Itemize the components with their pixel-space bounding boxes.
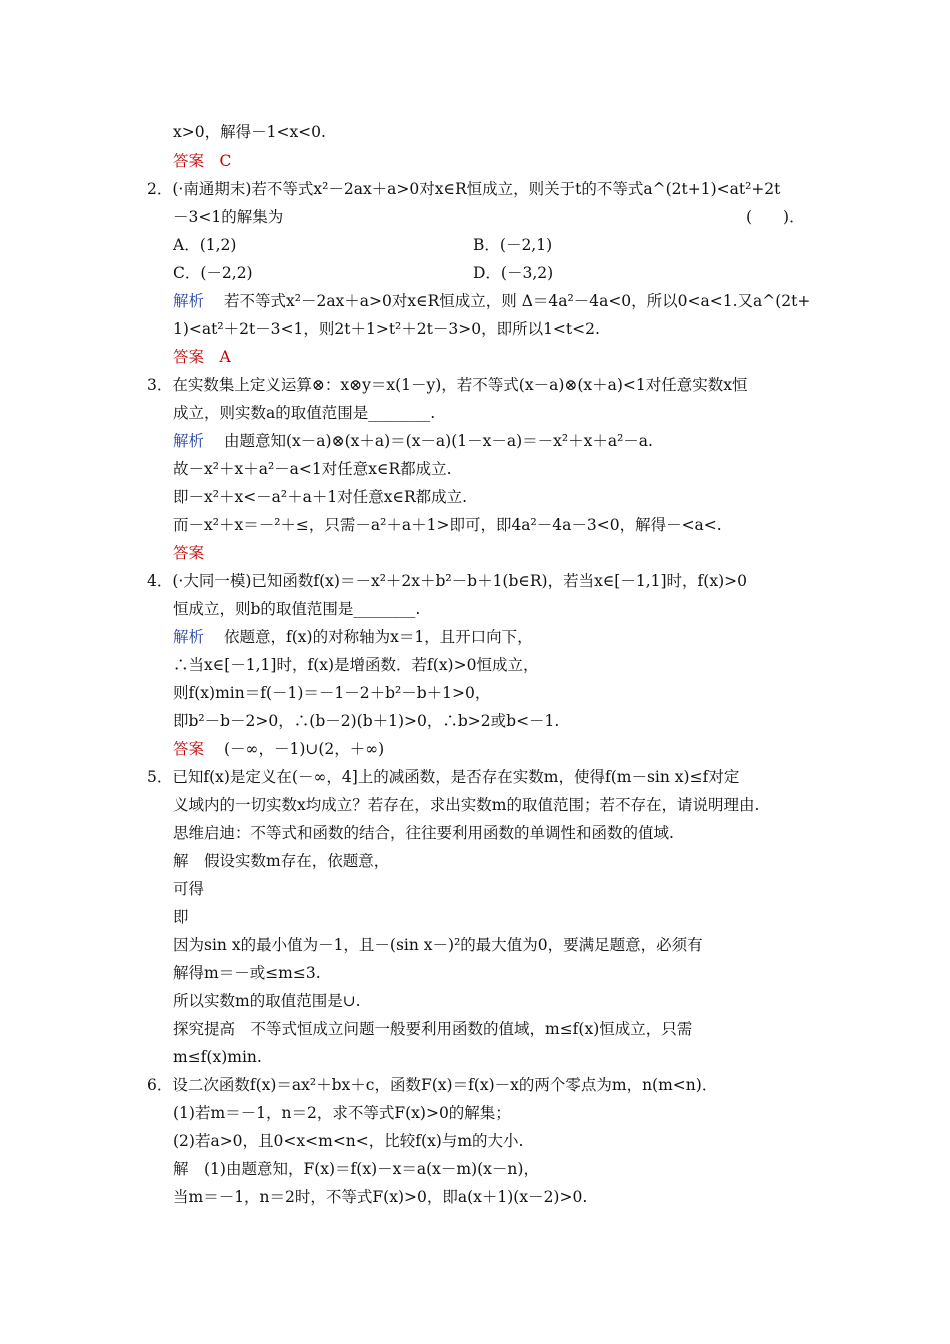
- text-line: 思维启迪：不等式和函数的结合，往往要利用函数的单调性和函数的值域.: [173, 824, 674, 842]
- option-b: B．(－2,1): [473, 236, 553, 254]
- text-line: 依题意，f(x)的对称轴为x＝1，且开口向下，: [224, 628, 533, 646]
- text-line: 解 假设实数m存在，依题意，: [173, 852, 390, 870]
- text-line: 当m＝－1，n＝2时，不等式F(x)>0，即a(x＋1)(x－2)>0.: [173, 1188, 588, 1206]
- question-4-line: 4．(·大同一模)已知函数f(x)＝－x²＋2x＋b²－b＋1(b∈R)，若当x∈[－1,1]时，f(x)>0: [147, 572, 747, 590]
- answer-value: (－∞，－1)∪(2，＋∞): [224, 740, 385, 758]
- text-line: 由题意知(x－a)⊗(x＋a)＝(x－a)(1－x－a)＝－x²＋x＋a²－a.: [224, 432, 653, 450]
- text-line: 因为sin x的最小值为－1，且－(sin x－)²的最大值为0，要满足题意，必须有: [173, 936, 703, 954]
- question-2-line: 2．(·南通期末)若不等式x²－2ax＋a>0对x∈R恒成立，则关于t的不等式a^(2t+1)<at²+2t: [147, 180, 781, 198]
- text-line: 恒成立，则b的取值范围是________.: [173, 600, 421, 618]
- text-line: 故－x²＋x＋a²－a<1对任意x∈R都成立.: [173, 460, 452, 478]
- analysis-label: 解析: [173, 628, 205, 646]
- text-line: 解 (1)由题意知，F(x)＝f(x)－x＝a(x－m)(x－n)，: [173, 1160, 539, 1178]
- answer-blank: ( )．: [746, 208, 805, 226]
- question-3-line: 3．在实数集上定义运算⊗：x⊗y＝x(1－y)，若不等式(x－a)⊗(x＋a)<1对任意实数x恒: [147, 376, 748, 394]
- text-line: 1)<at²＋2t－3<1，则2t＋1>t²＋2t－3>0，即所以1<t<2.: [173, 320, 600, 338]
- text-line: 探究提高 不等式恒成立问题一般要利用函数的值域，m≤f(x)恒成立，只需: [173, 1020, 693, 1038]
- text-line: 则f(x)min＝f(－1)＝－1－2＋b²－b＋1>0，: [173, 684, 491, 702]
- analysis-label: 解析: [173, 292, 205, 310]
- option-c: C．(－2,2): [173, 264, 253, 282]
- text-line: －3<1的解集为: [173, 208, 284, 226]
- text-line: 即b²－b－2>0，∴(b－2)(b＋1)>0，∴b>2或b<－1.: [173, 712, 560, 730]
- text-line: 而－x²＋x＝－²＋≤，只需－a²＋a＋1>即可，即4a²－4a－3<0，解得－<a<.: [173, 516, 722, 534]
- text-line: 成立，则实数a的取值范围是________.: [173, 404, 436, 422]
- question-5-line: 5．已知f(x)是定义在(－∞，4]上的减函数，是否存在实数m，使得f(m－sin x)≤f对定: [147, 768, 740, 786]
- text-line: m≤f(x)min.: [173, 1048, 262, 1066]
- text-line: 义域内的一切实数x均成立？若存在，求出实数m的取值范围；若不存在，请说明理由.: [173, 796, 760, 814]
- answer-line: 答案 C: [173, 152, 232, 170]
- text-line: ∴当x∈[－1,1]时，f(x)是增函数．若f(x)>0恒成立，: [173, 656, 539, 674]
- text-line: 可得: [173, 880, 205, 898]
- answer-line: 答案: [173, 544, 205, 562]
- text-line: 即: [173, 908, 189, 926]
- question-6-line: 6．设二次函数f(x)＝ax²＋bx＋c，函数F(x)＝f(x)－x的两个零点为m，n(m<n)．: [147, 1076, 718, 1094]
- text-line: 解得m＝－或≤m≤3.: [173, 964, 321, 982]
- text-line: 若不等式x²－2ax＋a>0对x∈R恒成立，则 Δ＝4a²－4a<0，所以0<a<1.又a^(2t+: [224, 292, 811, 310]
- option-a: A．(1,2): [173, 236, 237, 254]
- answer-label: 答案: [173, 740, 205, 758]
- text-line: 所以实数m的取值范围是∪.: [173, 992, 361, 1010]
- text-line: x>0，解得－1<x<0.: [173, 123, 326, 141]
- analysis-label: 解析: [173, 432, 205, 450]
- text-line: (1)若m＝－1，n＝2，求不等式F(x)>0的解集；: [173, 1104, 511, 1122]
- option-d: D．(－3,2): [473, 264, 554, 282]
- answer-line: 答案 A: [173, 348, 231, 366]
- text-line: 即－x²＋x<－a²＋a＋1对任意x∈R都成立.: [173, 488, 468, 506]
- text-line: (2)若a>0，且0<x<m<n<，比较f(x)与m的大小.: [173, 1132, 524, 1150]
